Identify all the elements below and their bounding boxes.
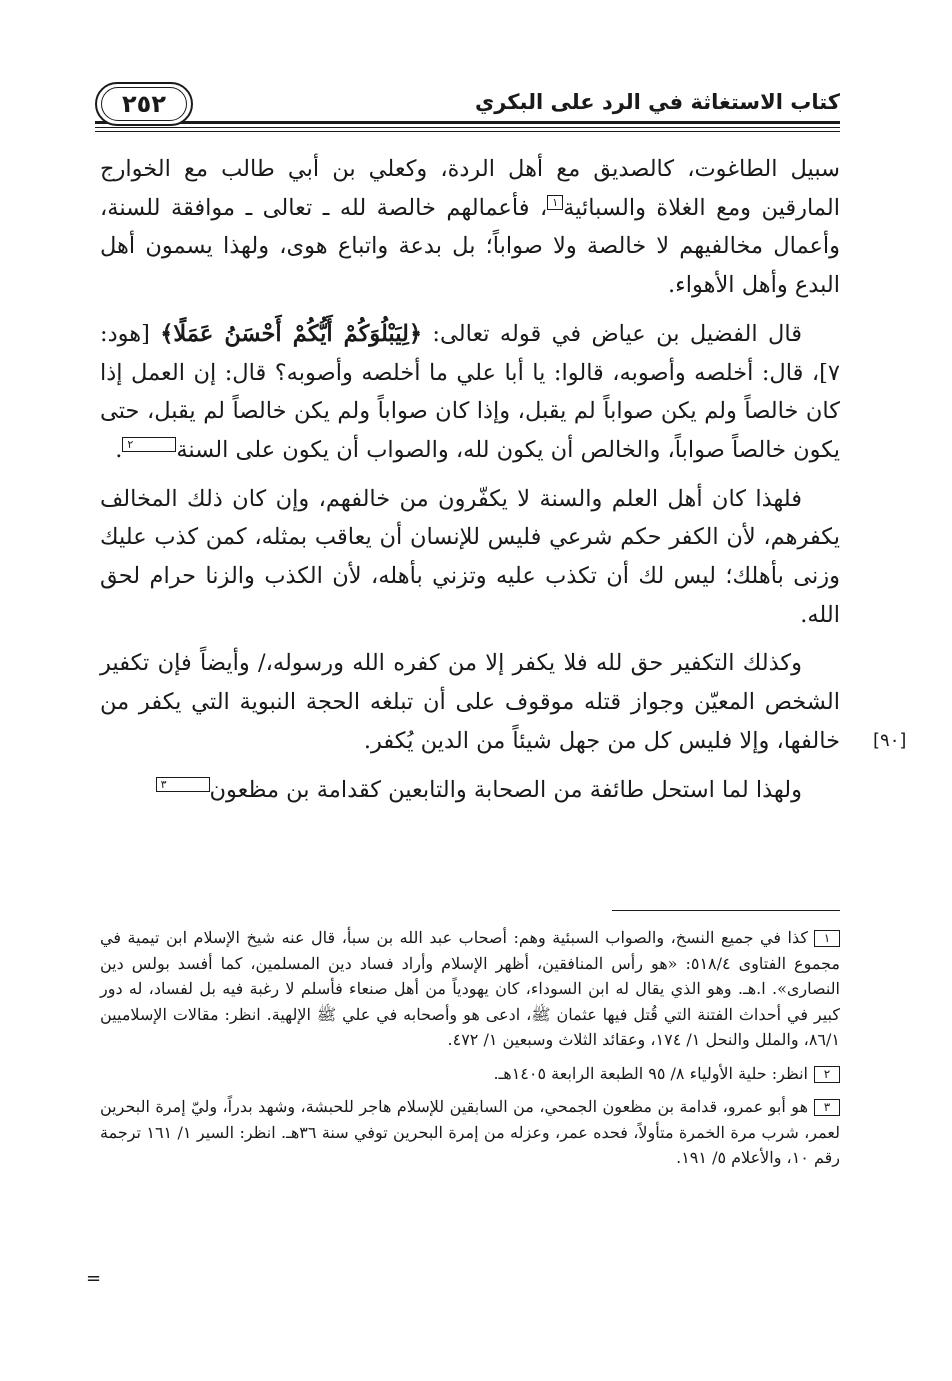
- continuation-mark: =: [86, 1268, 102, 1289]
- main-text: [100, 150, 840, 809]
- paragraph-5: ولهذا لما استحل طائفة من الصحابة والتابعين كقدامة بن مظعون٣: [100, 771, 840, 810]
- page-header: [95, 80, 840, 132]
- manuscript-folio-marker: [٩٠]: [873, 730, 907, 751]
- footnote-1: ١كذا في جميع النسخ، والصواب السبئية وهم: أصحاب عبد الله بن سبأ، قال عنه شيخ الإسلام ابن تيمية في مجموع الفتاوى ٥١٨/٤: «هو رأس المنافقين، أظهر الإسلام وأراد فساد دين المسلمين، كما أفسد بولس دين النصارى». ا.هـ. وهو الذي يقال له ابن السوداء، كان يهودياً من أهل صنعاء فأسلم لا رغبة فيه بل لفساد، له دور كبير في أحداث الفتنة التي قُتل فيها عثمان ﷺ، ادعى هو وأصحابه في علي ﷺ الإلهية. انظر: مقالات الإسلاميين ٨٦/١، والملل والنحل ١/ ١٧٤، وعقائد الثلاث وسبعين ١/ ٤٧٢.: [100, 928, 840, 1049]
- footnote-ref-3[interactable]: ٣: [156, 777, 210, 792]
- header-rule-thick: [95, 121, 840, 124]
- footnote-2: ٢انظر: حلية الأولياء ٨/ ٩٥ الطبعة الرابعة ١٤٠٥هـ.: [100, 1061, 840, 1087]
- footnote-separator: [612, 910, 840, 911]
- footnote-ref-1[interactable]: ١: [547, 195, 563, 210]
- header-rule-thin: [95, 127, 840, 128]
- paragraph-2: قال الفضيل بن عياض في قوله تعالى: ﴿لِيَبْلُوَكُمْ أَيُّكُمْ أَحْسَنُ عَمَلًا﴾ [هود: ٧]، قال: أخلصه وأصوبه، قالوا: يا أبا علي ما أخلصه وأصوبه؟ قال: إن العمل إذا كان خالصاً ولم يكن صواباً لم يقبل، وإذا كان صواباً ولم يكن خالصاً لم يقبل، حتى يكون خالصاً صواباً، والخالص أن يكون لله، والصواب أن يكون على السنة٢.: [100, 320, 840, 463]
- paragraph-4: وكذلك التكفير حق لله فلا يكفر إلا من كفره الله ورسوله،/ وأيضاً فإن تكفير الشخص المعيّن وجواز قتله موقوف على أن تبلغه الحجة النبوية التي يكفر من خالفها، وإلا فليس كل من جهل شيئاً من الدين يُكفر.: [100, 650, 840, 754]
- footnote-number: ١: [814, 930, 840, 947]
- paragraph-1: سبيل الطاغوت، كالصديق مع أهل الردة، وكعلي بن أبي طالب مع الخوارج المارقين ومع الغلاة والسبائية١، فأعمالهم خالصة لله ـ تعالى ـ موافقة للسنة، وأعمال مخالفيهم لا خالصة ولا صواباً؛ بل بدعة واتباع هوى، ولهذا يسمون أهل البدع وأهل الأهواء.: [100, 156, 840, 299]
- footnote-ref-2[interactable]: ٢: [122, 437, 176, 452]
- page-number: ٢٥٢: [95, 82, 193, 126]
- quran-verse: ﴿لِيَبْلُوَكُمْ أَيُّكُمْ أَحْسَنُ عَمَلًا﴾: [160, 320, 423, 347]
- footnote-number: ٢: [814, 1066, 840, 1083]
- header-rule-thin-2: [95, 131, 840, 132]
- paragraph-3: فلهذا كان أهل العلم والسنة لا يكفّرون من خالفهم، وإن كان ذلك المخالف يكفرهم، لأن الكفر حكم شرعي فليس للإنسان أن يعاقب بمثله، كمن كذب عليك وزنى بأهلك؛ ليس لك أن تكذب عليه وتزني بأهله، لأن الكذب والزنا حرام لحق الله.: [100, 485, 840, 628]
- footnotes: [100, 925, 840, 1179]
- footnote-number: ٣: [814, 1099, 840, 1116]
- book-title: كتاب الاستغاثة في الرد على البكري: [474, 90, 840, 114]
- footnote-3: ٣هو أبو عمرو، قدامة بن مظعون الجمحي، من السابقين للإسلام هاجر للحبشة، وشهد بدراً، وليّ إمرة البحرين لعمر، شرب مرة الخمرة متأولاً، فحده عمر، وعزله من إمرة البحرين توفي سنة ٣٦هـ. انظر: السير ١/ ١٦١ ترجمة رقم ١٠، والأعلام ٥/ ١٩١.: [100, 1097, 840, 1167]
